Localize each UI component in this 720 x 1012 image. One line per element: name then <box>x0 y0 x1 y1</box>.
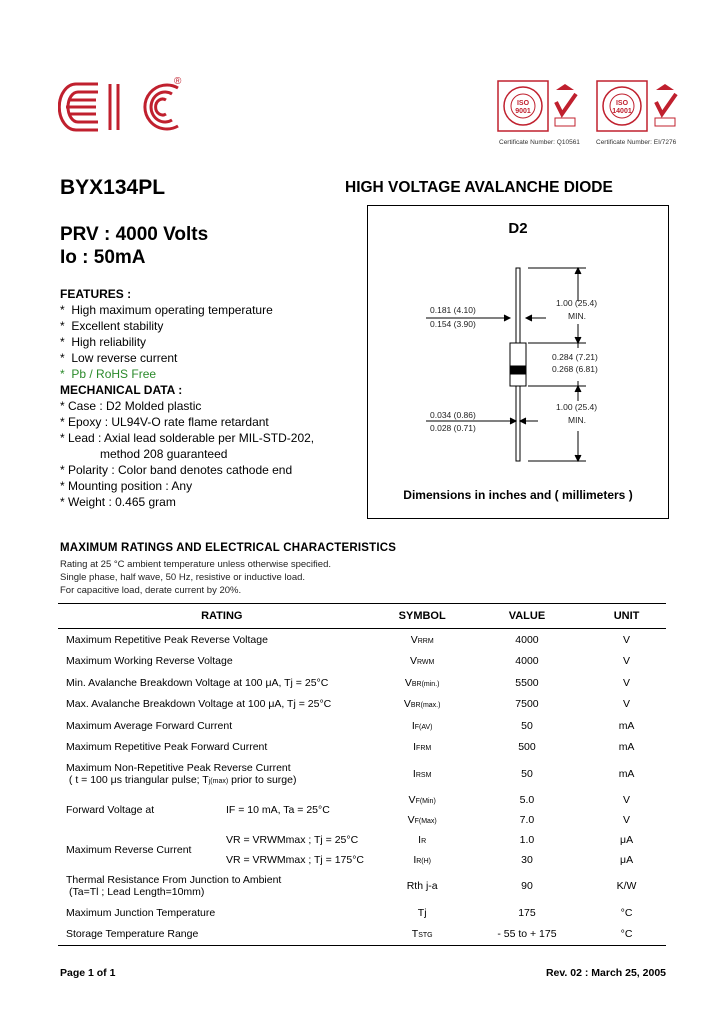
rating-cell: Min. Avalanche Breakdown Voltage at 100 μA, Tj = 25°C <box>66 676 329 689</box>
body-len-max: 0.284 (7.21) <box>552 352 598 362</box>
cert2-number: Certificate Number: EI/7276 <box>596 139 677 146</box>
revision-date: Rev. 02 : March 25, 2005 <box>545 967 666 979</box>
registered-mark: ® <box>174 76 182 87</box>
rating-cell: Maximum Average Forward Current <box>66 719 233 732</box>
col-rating: RATING <box>58 604 378 629</box>
device-description: HIGH VOLTAGE AVALANCHE DIODE <box>345 179 613 196</box>
rating-note: For capacitive load, derate current by 20%. <box>60 585 242 596</box>
iso14001-certificate-icon <box>596 80 648 132</box>
value-cell: 500 <box>518 741 536 754</box>
prv-rating: PRV : 4000 Volts <box>60 224 209 245</box>
unit-cell: K/W <box>616 880 637 892</box>
col-symbol: SYMBOL <box>378 604 467 629</box>
lead-len-bot: 1.00 (25.4) <box>556 402 598 412</box>
table-row <box>58 790 666 830</box>
rating-cell: Thermal Resistance From Junction to Ambient (Ta=Tl ; Lead Length=10mm) <box>66 874 282 898</box>
ratings-table <box>58 603 666 946</box>
mech-item: * Polarity : Color band denotes cathode end <box>60 463 293 477</box>
lead-len-bot-min: MIN. <box>568 415 586 425</box>
symbol-cell: IF(AV) <box>411 719 433 732</box>
svg-text:ISO: ISO <box>615 100 629 107</box>
body-dia-min: 0.154 (3.90) <box>430 319 476 329</box>
package-name: D2 <box>508 220 528 237</box>
value-cell: - 55 to + 175 <box>467 924 587 946</box>
mechanical-title: MECHANICAL DATA : <box>60 383 183 397</box>
table-row <box>58 715 666 737</box>
table-row <box>58 902 666 924</box>
feature-text: High maximum operating temperature <box>71 303 273 317</box>
table-row <box>58 870 666 902</box>
table-row <box>58 924 666 946</box>
col-unit: UNIT <box>587 604 666 629</box>
table-header-row <box>58 604 666 629</box>
symbol-cell: VRWM <box>409 655 435 668</box>
lead-len-top-min: MIN. <box>568 311 586 321</box>
unit-cell: mA <box>618 741 635 754</box>
part-number: BYX134PL <box>60 176 166 199</box>
rating-cell: Forward Voltage at IF = 10 mA, Ta = 25°C <box>66 804 330 816</box>
rating-note: Rating at 25 °C ambient temperature unless otherwise specified. <box>60 559 331 570</box>
value-cell: 90 <box>521 880 533 892</box>
symbol-cell: IR IR(H) <box>413 834 432 866</box>
iso9001-certificate-icon <box>497 80 549 132</box>
feature-text: Excellent stability <box>71 319 164 333</box>
rating-cell: Maximum Repetitive Peak Forward Current <box>66 741 268 754</box>
unit-cell: mA <box>618 719 635 732</box>
symbol-cell: TSTG <box>378 924 467 946</box>
unit-cell: °C <box>587 924 666 946</box>
value-cell: 4000 <box>515 633 539 646</box>
symbol-cell: IRSM <box>412 768 432 780</box>
mech-item: * Case : D2 Molded plastic <box>60 399 202 413</box>
mech-item: * Weight : 0.465 gram <box>60 495 176 509</box>
table-row <box>58 737 666 759</box>
diode-outline-drawing <box>368 206 668 518</box>
value-cell: 1.0 30 <box>519 834 535 866</box>
rating-cell: Maximum Junction Temperature <box>66 906 216 919</box>
io-rating: Io : 50mA <box>60 247 146 268</box>
mech-item: * Mounting position : Any <box>60 479 193 493</box>
feature-item: * Excellent stability <box>60 319 164 333</box>
rating-cell: Maximum Reverse Current VR = VRWMmax ; Tj = 25°C VR = VRWMmax ; Tj = 175°C <box>66 834 365 866</box>
value-cell: 5.0 7.0 <box>519 794 535 826</box>
rating-cell: Maximum Repetitive Peak Reverse Voltage <box>66 633 268 646</box>
svg-text:9001: 9001 <box>515 108 531 115</box>
symbol-cell: IFRM <box>413 741 432 754</box>
page-number: Page 1 of 1 <box>60 967 116 979</box>
lead-len-top: 1.00 (25.4) <box>556 298 598 308</box>
unit-cell: V <box>623 676 631 689</box>
symbol-cell: VF(Min) VF(Max) <box>407 794 437 826</box>
table-row <box>58 830 666 870</box>
rating-cell: Max. Avalanche Breakdown Voltage at 100 μA, Tj = 25°C <box>66 698 332 711</box>
symbol-cell: Tj <box>417 906 427 919</box>
unit-cell: V <box>623 633 631 646</box>
package-diagram <box>367 205 669 519</box>
table-row <box>58 672 666 694</box>
ukas-quality-mark-icon <box>650 80 680 132</box>
unit-cell: V <box>623 655 631 668</box>
ukas-mark-icon <box>550 80 580 132</box>
value-cell: 4000 <box>515 655 539 668</box>
value-cell: 5500 <box>515 676 539 689</box>
feature-text: High reliability <box>71 335 147 349</box>
unit-cell: V <box>623 698 631 711</box>
eic-logo <box>58 78 188 136</box>
mech-item: method 208 guaranteed <box>100 447 228 461</box>
table-row <box>58 694 666 716</box>
rating-cell: Storage Temperature Range <box>58 924 378 946</box>
table-row <box>58 629 666 651</box>
feature-item-rohs: * Pb / RoHS Free <box>60 367 157 381</box>
features-title: FEATURES : <box>60 287 132 301</box>
symbol-cell: VBR(max.) <box>403 698 441 711</box>
unit-cell: mA <box>618 768 635 780</box>
symbol-cell: VBR(min.) <box>404 676 440 689</box>
cert1-number: Certificate Number: Q10561 <box>499 139 580 146</box>
rating-note: Single phase, half wave, 50 Hz, resistive or inductive load. <box>60 572 306 583</box>
svg-text:ISO: ISO <box>516 100 530 107</box>
value-cell: 7500 <box>515 698 539 711</box>
svg-text:14001: 14001 <box>612 108 632 115</box>
table-row <box>58 758 666 790</box>
feature-text: Low reverse current <box>71 351 178 365</box>
mech-item: * Epoxy : UL94V-O rate flame retardant <box>60 415 269 429</box>
lead-dia-max: 0.034 (0.86) <box>430 410 476 420</box>
value-cell: 50 <box>521 768 533 780</box>
body-dia-max: 0.181 (4.10) <box>430 305 476 315</box>
lead-dia-min: 0.028 (0.71) <box>430 423 476 433</box>
rating-cell: Maximum Working Reverse Voltage <box>66 655 233 668</box>
symbol-cell: VRRM <box>410 633 434 646</box>
feature-item: * High reliability <box>60 335 147 349</box>
ratings-title: MAXIMUM RATINGS AND ELECTRICAL CHARACTERISTICS <box>60 542 397 554</box>
body-len-min: 0.268 (6.81) <box>552 364 598 374</box>
rating-cell: Maximum Non-Repetitive Peak Reverse Current ( t = 100 μs triangular pulse; Tj(max) prior to surge) <box>66 762 297 786</box>
symbol-cell: Rth j-a <box>406 880 438 892</box>
value-cell: 50 <box>521 719 533 732</box>
feature-item: * Low reverse current <box>60 351 178 365</box>
unit-cell: °C <box>620 906 633 919</box>
mech-item: * Lead : Axial lead solderable per MIL-STD-202, <box>60 431 315 445</box>
unit-cell: V V <box>623 794 631 826</box>
feature-item: * High maximum operating temperature <box>60 303 273 317</box>
col-value: VALUE <box>467 604 587 629</box>
table-row <box>58 651 666 673</box>
unit-cell: μA μA <box>620 834 634 866</box>
feature-text: Pb / RoHS Free <box>71 367 157 381</box>
features-section <box>60 286 314 510</box>
value-cell: 175 <box>518 906 536 919</box>
dimensions-caption: Dimensions in inches and ( millimeters ) <box>403 488 633 502</box>
